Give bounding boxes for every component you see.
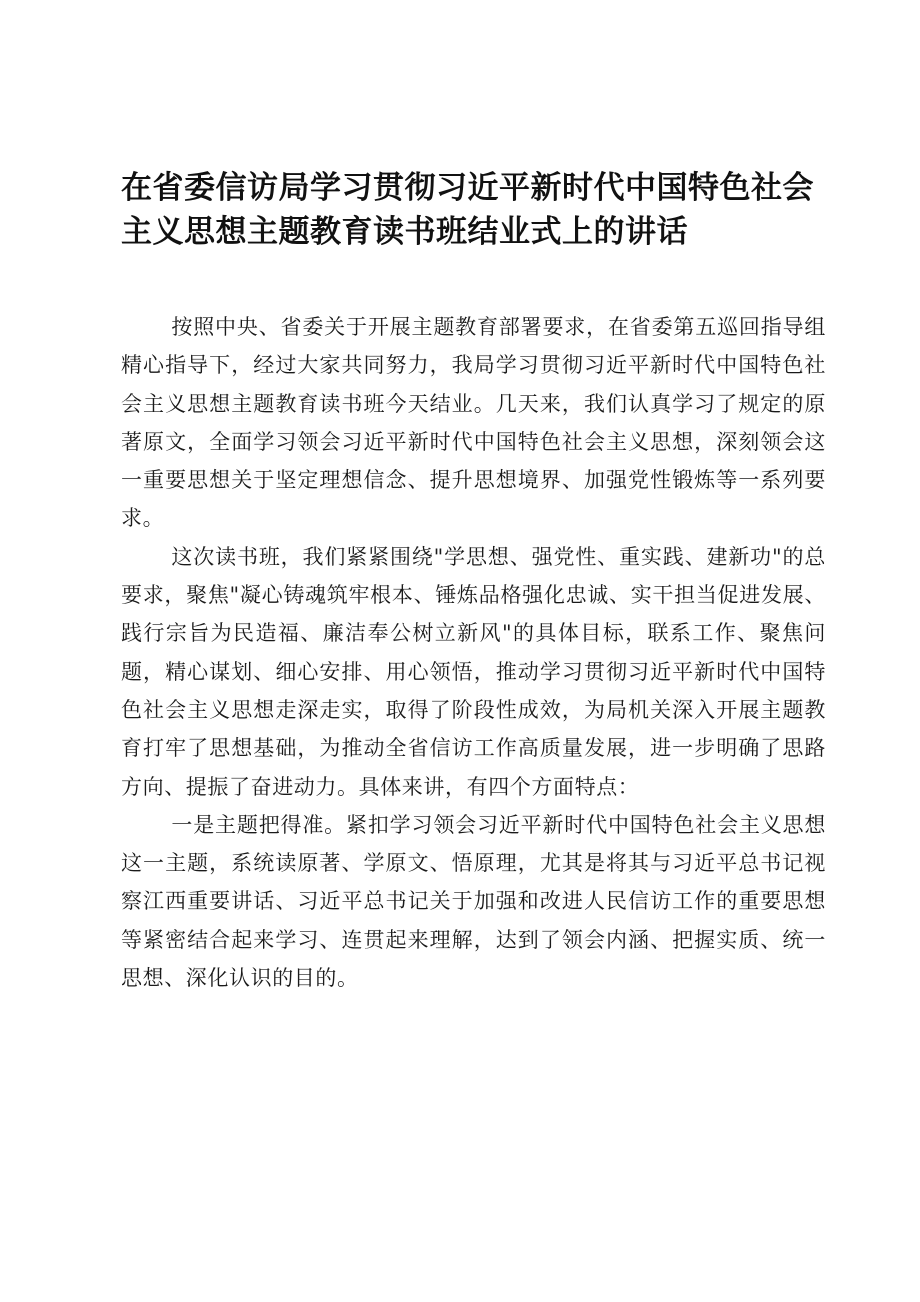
paragraph-3-lead: 一是主题把得准。 xyxy=(171,812,347,837)
title-line-2: 主义思想主题教育读书班结业式上的讲话 xyxy=(121,214,688,250)
paragraph-3 xyxy=(121,806,826,997)
paragraph-2-tail: 具体来讲，有四个方面特点： xyxy=(358,774,640,799)
document-body xyxy=(121,308,826,997)
paragraph-3-text: 紧扣学习领会习近平新时代中国特色社会主义思想这一主题，系统读原著、学原文、悟原理，尤其是将其与习近平总书记视察江西重要讲话、习近平总书记关于加强和改进人民信访工作的重要思想等紧密结合起来学习、连贯起来理解，达到了领会内涵、把握实质、统一思想、深化认识的目的。 xyxy=(121,812,826,991)
document-title xyxy=(121,166,841,254)
paragraph-1-text: 按照中央、省委关于开展主题教育部署要求，在省委第五巡回指导组精心指导下，经过大家共同努力，我局学习贯彻习近平新时代中国特色社会主义思想主题教育读书班今天结业。几天来，我们认真学习了规定的原著原文，全面学习领会习近平新时代中国特色社会主义思想，深刻领会这一重要思想关于坚定理想信念、提升思想境界、加强党性锻炼等一系列要求。 xyxy=(121,315,826,531)
paragraph-2-text: 这次读书班，我们紧紧围绕"学思想、强党性、重实践、建新功"的总要求，聚焦"凝心铸魂筑牢根本、锤炼品格强化忠诚、实干担当促进发展、践行宗旨为民造福、廉洁奉公树立新风"的具体目标，联系工作、聚焦问题，精心谋划、细心安排、用心领悟，推动学习贯彻习近平新时代中国特色社会主义思想走深走实，取得了阶段性成效，为局机关深入开展主题教育打牢了思想基础，为推动全省信访工作高质量发展，进一步明确了思路方向、提振了奋进动力。 xyxy=(121,544,826,799)
paragraph-1 xyxy=(121,308,826,538)
paragraph-2 xyxy=(121,538,826,806)
title-line-1: 在省委信访局学习贯彻习近平新时代中国特色社会 xyxy=(121,170,814,206)
